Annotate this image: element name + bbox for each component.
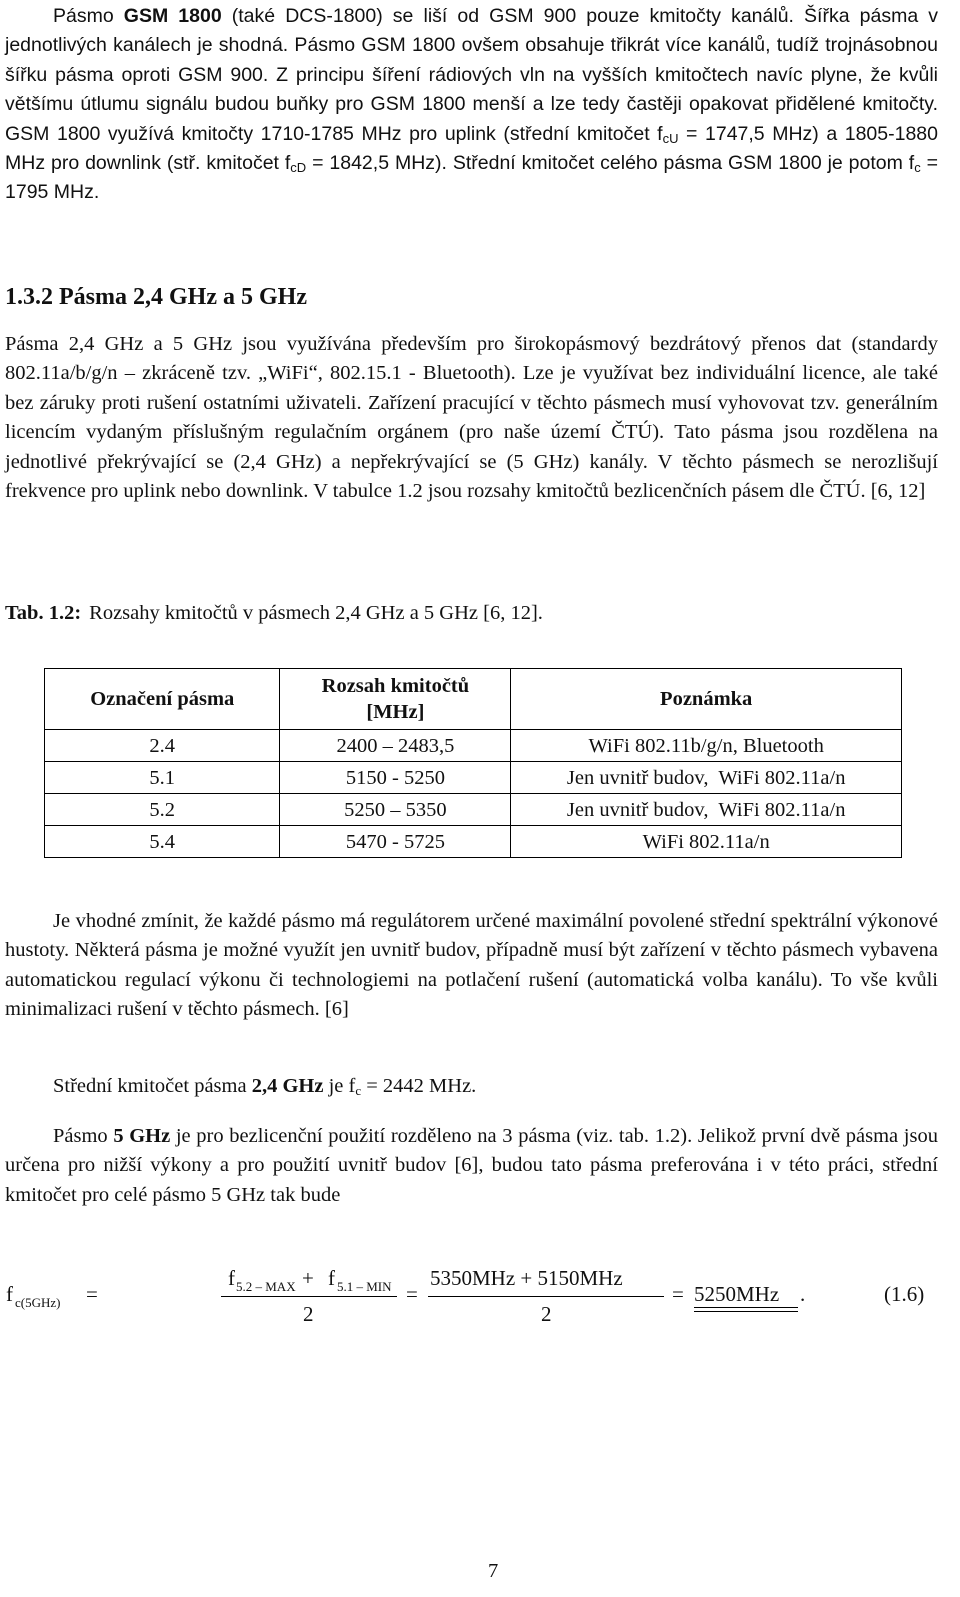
p5-bold-5ghz: 5 GHz [113,1125,171,1147]
eq-num1-sub2: 5.1 – MIN [337,1279,392,1294]
eq-num1-f2: f [328,1266,335,1290]
cell-note: WiFi 802.11b/g/n, Bluetooth [511,730,902,762]
eq-num1-sub1: 5.2 – MAX [236,1279,296,1294]
table-row [45,762,902,794]
eq-dot: . [800,1282,806,1306]
equation-1-6 [0,1262,960,1342]
p1-sub-c: c [914,160,921,176]
table-caption [5,602,543,625]
paragraph-24ghz-center [53,1072,938,1101]
p1-text-3: = 1747,5 MHz) a 1805-1880 MHz pro downlink (stř. kmitočet f [5,122,938,175]
page-number: 7 [488,1560,499,1582]
cell-range: 2400 – 2483,5 [280,730,511,762]
eq-f-left-sub: c(5GHz) [15,1295,61,1310]
p4-bold-24ghz: 2,4 GHz [251,1075,324,1097]
eq-equals-1: = [86,1282,98,1306]
eq-den1: 2 [303,1302,314,1326]
eq-equals-3: = [672,1282,684,1306]
header-band: Označení pásma [45,669,280,730]
paragraph-gsm1800 [5,2,938,208]
p5-text-2: je pro bezlicenční použití rozděleno na 3 pásma (viz. tab. 1.2). Jelikož první dvě pásma jsou určena pro nižší výkony a pro použití uvnitř budov [6], budou tato pásma preferována i v této práci, střední kmitočet pro celé pásmo 5 GHz tak bude [5,1125,938,1206]
table-caption-label: Tab. 1.2: [5,602,82,624]
p4-text-1: Střední kmitočet pásma [53,1075,252,1097]
table-row [45,826,902,858]
p4-text-3: = 2442 MHz. [361,1075,477,1097]
cell-range: 5250 – 5350 [280,794,511,826]
eq-result-underline-1 [694,1307,798,1308]
paragraph-spectral-density: Je vhodné zmínit, že každé pásmo má regulátorem určené maximální povolené střední spektrální výkonové hustoty. Některá pásma je možné využít jen uvnitř budov, případně musí být zařízení v těchto pásmech vybavena automatickou regulací výkonu či technologiemi na potlačení rušení (automatická volba kanálu). To vše kvůli minimalizaci rušení v těchto pásmech. [6] [5,910,938,1021]
eq-result-underline-2 [694,1311,798,1312]
p1-text-1: Pásmo [53,5,124,27]
eq-equals-2: = [406,1282,418,1306]
p1-text-2: (také DCS-1800) se liší od GSM 900 pouze kmitočty kanálů. Šířka pásma v jednotlivých kanálech je shodná. Pásmo GSM 1800 ovšem obsahuje třikrát více kanálů, tudíž trojnásobnou šířku pásma oproti GSM 900. Z principu šíření rádiových vln na vyšších kmitočtech navíc plyne, že kvůli většímu útlumu signálu budou buňky pro GSM 1800 menší a lze tedy častěji opakovat přidělené kmitočty. GSM 1800 využívá kmitočty 1710-1785 MHz pro uplink (střední kmitočet f [5,5,939,145]
table-row [45,794,902,826]
eq-fraction-bar-1 [221,1296,397,1297]
frequency-table [44,668,902,858]
cell-band: 5.1 [45,762,280,794]
cell-band: 5.4 [45,826,280,858]
p1-sub-cd: cD [290,160,307,176]
cell-range: 5470 - 5725 [280,826,511,858]
table-header-row [45,669,902,730]
eq-number: (1.6) [884,1282,925,1306]
table-caption-text: Rozsahy kmitočtů v pásmech 2,4 GHz a 5 GHz [6, 12]. [89,602,543,624]
eq-result: 5250MHz [694,1282,780,1306]
p1-text-4: = 1842,5 MHz). Střední kmitočet celého pásma GSM 1800 je potom f [306,152,915,175]
header-range-text: Rozsah kmitočtů [MHz] [321,675,470,723]
p5-text-1: Pásmo [53,1125,114,1147]
cell-band: 2.4 [45,730,280,762]
p1-sub-cu: cU [662,130,679,146]
eq-den2: 2 [541,1302,552,1326]
p4-text-2: je f [323,1075,356,1097]
eq-num2: 5350MHz + 5150MHz [430,1266,623,1290]
table-row [45,730,902,762]
header-note: Poznámka [511,669,902,730]
eq-num1-plus: + [302,1266,314,1290]
p1-text-5: = 1795 MHz. [5,152,938,204]
section-heading: 1.3.2 Pásma 2,4 GHz a 5 GHz [5,284,307,310]
cell-note: WiFi 802.11a/n [511,826,902,858]
header-range [280,669,511,730]
cell-band: 5.2 [45,794,280,826]
cell-note: Jen uvnitř budov, WiFi 802.11a/n [511,794,902,826]
eq-num1-f1: f [228,1266,235,1290]
cell-range: 5150 - 5250 [280,762,511,794]
paragraph-wifi-bands: Pásma 2,4 GHz a 5 GHz jsou využívána především pro širokopásmový bezdrátový přenos dat (standardy 802.11a/b/g/n – zkráceně tzv. „WiFi“, 802.15.1 - Bluetooth). Lze je využívat bez individuální licence, ale také bez záruky proti rušení ostatními uživateli. Zařízení pracující v těchto pásmech musí vyhovovat tzv. generálním licencím vydaným příslušným regulačním orgánem (pro naše území ČTÚ). Tato pásma jsou rozdělena na jednotlivé překrývající se (2,4 GHz) a nepřekrývající se (5 GHz) kanály. V těchto pásmech se nerozlišují frekvence pro uplink nebo downlink. V tabulce 1.2 jsou rozsahy kmitočtů bezlicenčních pásem dle ČTÚ. [6, 12] [5,333,938,503]
cell-note: Jen uvnitř budov, WiFi 802.11a/n [511,762,902,794]
p4-sub-c: c [355,1083,362,1098]
p1-bold-gsm1800: GSM 1800 [123,5,222,27]
eq-fraction-bar-2 [428,1296,664,1297]
eq-f-left: f [6,1282,13,1306]
paragraph-5ghz [5,1122,938,1210]
